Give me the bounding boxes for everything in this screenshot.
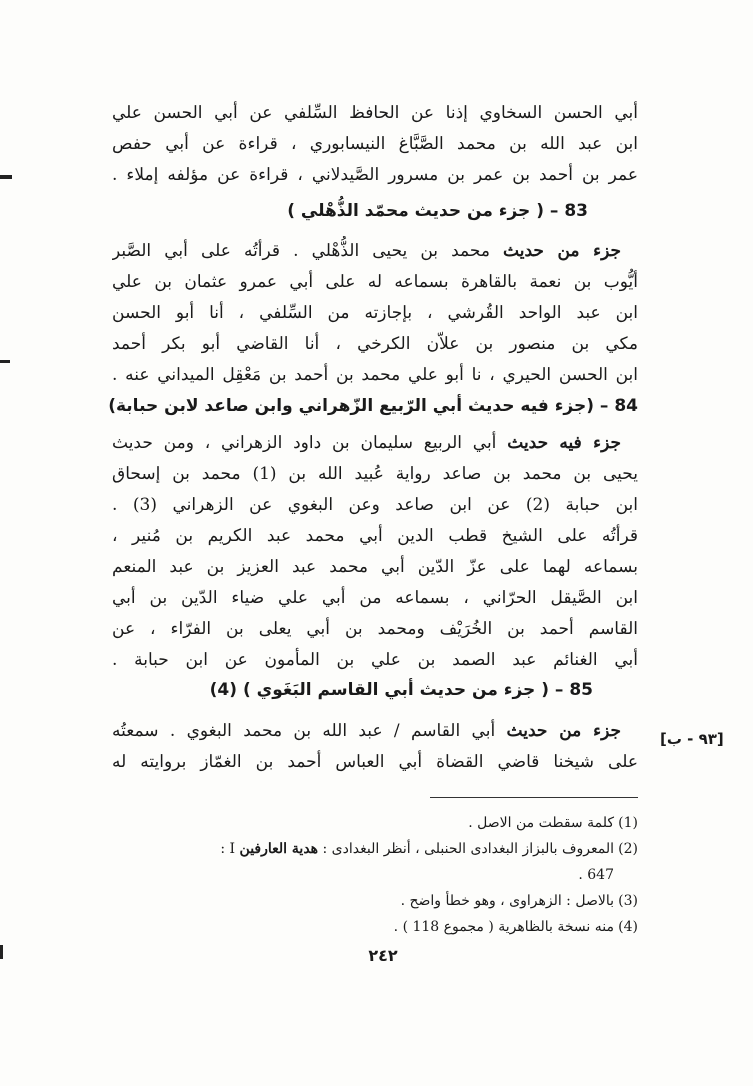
text-line: أيُّوب بن نعمة بالقاهرة بسماعه له على أبي عمرو عثمان بن علي — [112, 272, 638, 292]
section-83-body — [112, 236, 638, 391]
intro-paragraph — [112, 98, 638, 191]
text-line: يحيى بن محمد بن صاعد رواية عُبيد الله بن (1) محمد بن إسحاق — [112, 464, 638, 484]
text-line: بسماعه لهما على عزّ الدّين أبي محمد عبد العزيز بن عبد المنعم — [112, 557, 638, 577]
section-85-body — [112, 716, 638, 778]
scan-edge-mark — [0, 175, 12, 179]
lead-phrase: جزء من حديث — [506, 721, 621, 741]
section-83-heading: 83 – ( جزء من حديث محمّد الذُّهْلي ) — [287, 201, 588, 221]
text-line: القاسم أحمد بن الخُرَيْف ومحمد بن أبي يعلى بن الفرّاء ، عن — [112, 619, 638, 639]
section-85-heading: 85 – ( جزء من حديث أبي القاسم البَغَوي ) (4) — [209, 680, 593, 700]
footnotes — [140, 810, 638, 940]
scan-edge-mark — [0, 945, 3, 959]
section-84-heading: 84 – (جزء فيه حديث أبي الرّبيع الزّهراني وابن صاعد لابن حبابة) — [108, 396, 638, 416]
footnote: (3)بالاصل : الزهراوى ، وهو خطأ واضح . — [400, 893, 638, 909]
footnote-divider — [430, 797, 638, 798]
text-line: ابن عبد الله بن محمد الصَّبَّاغ النيسابوري ، قراءة عن أبي حفص — [112, 134, 638, 154]
text-line: عمر بن أحمد بن عمر بن مسرور الصَّيدلاني ، قراءة عن مؤلفه إملاء . — [112, 165, 638, 185]
text-line: ابن حبابة (2) عن ابن صاعد وعن البغوي عن الزهراني (3) . — [112, 495, 638, 515]
footnote: (1)كلمة سقطت من الاصل . — [468, 815, 638, 831]
footnote: (4)منه نسخة بالظاهرية ( مجموع 118 ) . — [393, 919, 638, 935]
text-line: ابن الحسن الحيري ، نا أبو علي محمد بن أحمد بن مَعْقِل الميداني عنه . — [112, 365, 638, 385]
footnote-continuation: 647 . — [578, 867, 614, 883]
text-line: قرأتُه على الشيخ قطب الدين أبي محمد عبد الكريم بن مُنير ، — [112, 526, 638, 546]
footnote: (2)المعروف بالبزاز البغدادى الحنبلى ، أنظر البغدادى : هدية العارفين I : — [220, 841, 638, 857]
lead-phrase: جزء من حديث — [503, 241, 622, 261]
text-line: أبي الغنائم عبد الصمد بن علي بن المأمون عن ابن حبابة . — [112, 650, 638, 670]
scan-edge-mark — [0, 360, 10, 363]
text-line: أبي الربيع سليمان بن داود الزهراني ، ومن حديث — [112, 433, 497, 453]
text-line: ابن عبد الواحد القُرشي ، بإجازته من السِّلفي ، أنا أبو الحسن — [112, 303, 638, 323]
lead-phrase: جزء فيه حديث — [507, 433, 622, 453]
text-line: مكي بن منصور بن علاّن الكرخي ، أنا القاضي أبو بكر أحمد — [112, 334, 638, 354]
text-line: أبي الحسن السخاوي إذنا عن الحافظ السِّلفي عن أبي الحسن علي — [112, 103, 638, 123]
text-line: محمد بن يحيى الذُّهْلي . قرأتُه على أبي الصَّبر — [112, 241, 490, 261]
text-line: على شيخنا قاضي القضاة أبي العباس أحمد بن الغمّاز بروايته له — [112, 752, 638, 772]
section-84-body — [112, 428, 638, 676]
folio-margin-note: [٩٣ - ب] — [660, 730, 724, 748]
text-line: ابن الصَّيقل الحرّاني ، بسماعه من أبي علي ضياء الدّين بن أبي — [112, 588, 638, 608]
page-number: ٢٤٢ — [368, 946, 398, 965]
text-line: أبي القاسم / عبد الله بن محمد البغوي . سمعتُه — [112, 721, 496, 741]
